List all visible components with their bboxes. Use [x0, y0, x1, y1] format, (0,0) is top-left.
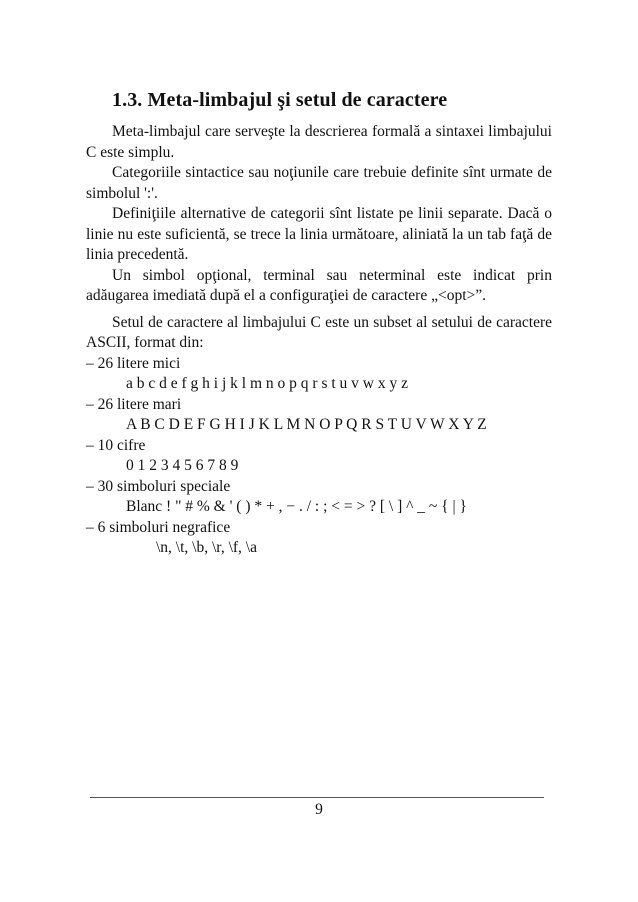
charset-chars-digits: 0 1 2 3 4 5 6 7 8 9 [126, 457, 239, 474]
paragraph-meta-language: Meta-limbajul care serveşte la descrierea formală a sintaxei limbajului C este simplu. [86, 123, 552, 161]
page-content [86, 88, 552, 559]
charset-chars-uppercase: A B C D E F G H I J K L M N O P Q R S T U V W X Y Z [126, 416, 487, 433]
charset-list [86, 354, 552, 559]
charset-label-nongraphic: – 6 simboluri negrafice [86, 518, 231, 536]
paragraph-optional-symbol: Un simbol opţional, terminal sau neterminal este indicat prin adăugarea imediată după el a configuraţiei de caractere „<opt>”. [86, 266, 552, 304]
page-number: 9 [315, 801, 323, 818]
charset-chars-special: Blanc ! " # % & ' ( ) * + , − . / : ; < = > ? [ \ ] ^ _ ~ { | } [126, 498, 467, 515]
charset-label-special: – 30 simboluri speciale [86, 477, 231, 495]
section-title: 1.3. Meta-limbajul şi setul de caractere [112, 89, 448, 111]
charset-chars-nongraphic: \n, \t, \b, \r, \f, \a [156, 539, 257, 556]
paragraph-alternative-definitions: Definiţiile alternative de categorii sînt listate pe linii separate. Dacă o linie nu este suficientă, se trece la linia următoare, aliniată la un tab faţă de linia precedentă. [86, 205, 552, 263]
charset-label-uppercase: – 26 litere mari [86, 395, 182, 413]
paragraph-syntactic-categories: Categoriile sintactice sau noţiunile care trebuie definite sînt urmate de simbolul ':'. [86, 164, 552, 202]
paragraph-character-set: Setul de caractere al limbajului C este un subset al setului de caractere ASCII, format din: [86, 313, 552, 351]
footer-divider [90, 797, 544, 798]
charset-label-lowercase: – 26 litere mici [86, 354, 181, 372]
charset-chars-lowercase: a b c d e f g h i j k l m n o p q r s t u v w x y z [126, 375, 408, 392]
charset-label-digits: – 10 cifre [86, 436, 146, 454]
